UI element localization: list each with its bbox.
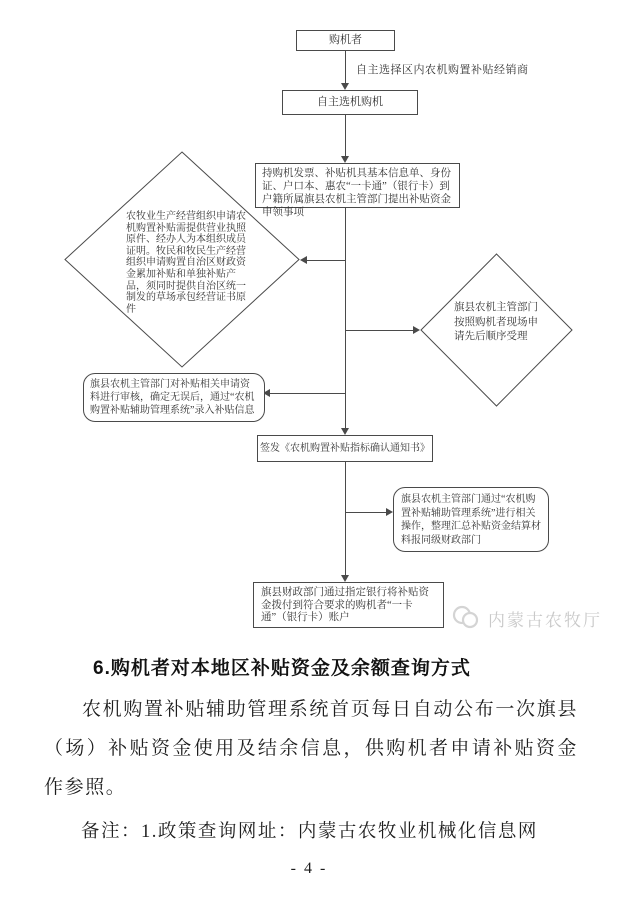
- page-number: - 4 -: [290, 860, 328, 877]
- connector-to-settlement: [346, 512, 386, 513]
- connector-trunk-lower: [345, 462, 346, 575]
- section-paragraph: 农机购置补贴辅助管理系统首页每日自动公布一次旗县（场）补贴资金使用及结余信息，供购机者申请补贴资金作参照。: [44, 699, 578, 798]
- arrowhead-right-icon: [413, 326, 420, 334]
- connector-select-apply: [345, 115, 346, 156]
- flow-node-select-machine: 自主选机购机: [282, 90, 418, 115]
- section-heading: 6.购机者对本地区补贴资金及余额查询方式: [93, 658, 471, 679]
- flow-node-settlement: 旗县农机主管部门通过“农机购置补贴辅助管理系统”进行相关操作，整理汇总补贴资金结算材料报同级财政部门: [393, 487, 549, 552]
- watermark-logo-icon: [450, 604, 482, 632]
- watermark-text: 内蒙古农牧厅: [488, 610, 602, 630]
- flow-decision-accept: [420, 253, 573, 407]
- watermark: [450, 604, 602, 632]
- arrowhead-left-icon: [300, 256, 307, 264]
- arrowhead-down-icon: [341, 575, 349, 582]
- flow-decision-accept-text: 旗县农机主管部门按照购机者现场申请先后顺序受理: [454, 302, 538, 342]
- flow-node-purchaser: 购机者: [296, 30, 395, 51]
- flow-decision-org-requirement-text: 农牧业生产经营组织申请农机购置补贴需提供营业执照原件、经办人为本组织成员证明。牧民和牧民生产经营组织申请购置自治区财政资金累加补贴和单独补贴产品，须同时提供自治区统一制发的草场承包经营证书原件: [126, 211, 246, 315]
- flow-node-review: 旗县农机主管部门对补贴相关申请资料进行审核，确定无误后，通过“农机购置补贴辅助管理系统”录入补贴信息: [83, 373, 265, 422]
- flow-node-apply: 持购机发票、补贴机具基本信息单、身份证、户口本、惠农“一卡通”（银行卡）到户籍所属旗县农机主管部门提出补贴资金申领事项: [255, 163, 460, 208]
- connector-to-org-diamond: [307, 260, 346, 261]
- arrowhead-right-icon: [386, 508, 393, 516]
- connector-to-accept-diamond: [346, 330, 413, 331]
- connector-to-review: [270, 393, 346, 394]
- flow-node-issue-notice: 签发《农机购置补贴指标确认通知书》: [257, 435, 433, 462]
- arrowhead-down-icon: [341, 83, 349, 90]
- connector-purchaser-select: [345, 51, 346, 83]
- connector-trunk-upper: [345, 208, 346, 428]
- arrowhead-down-icon: [341, 156, 349, 163]
- arrowhead-down-icon: [341, 428, 349, 435]
- flow-node-payment: 旗县财政部门通过指定银行将补贴资金拨付到符合要求的购机者“一卡通”（银行卡）账户: [253, 582, 444, 628]
- flow-edge-label-dealer: 自主选择区内农机购置补贴经销商: [356, 64, 529, 76]
- flow-decision-org-requirement: [64, 151, 300, 368]
- section-note: 备注：1.政策查询网址：内蒙古农牧业机械化信息网: [81, 822, 538, 842]
